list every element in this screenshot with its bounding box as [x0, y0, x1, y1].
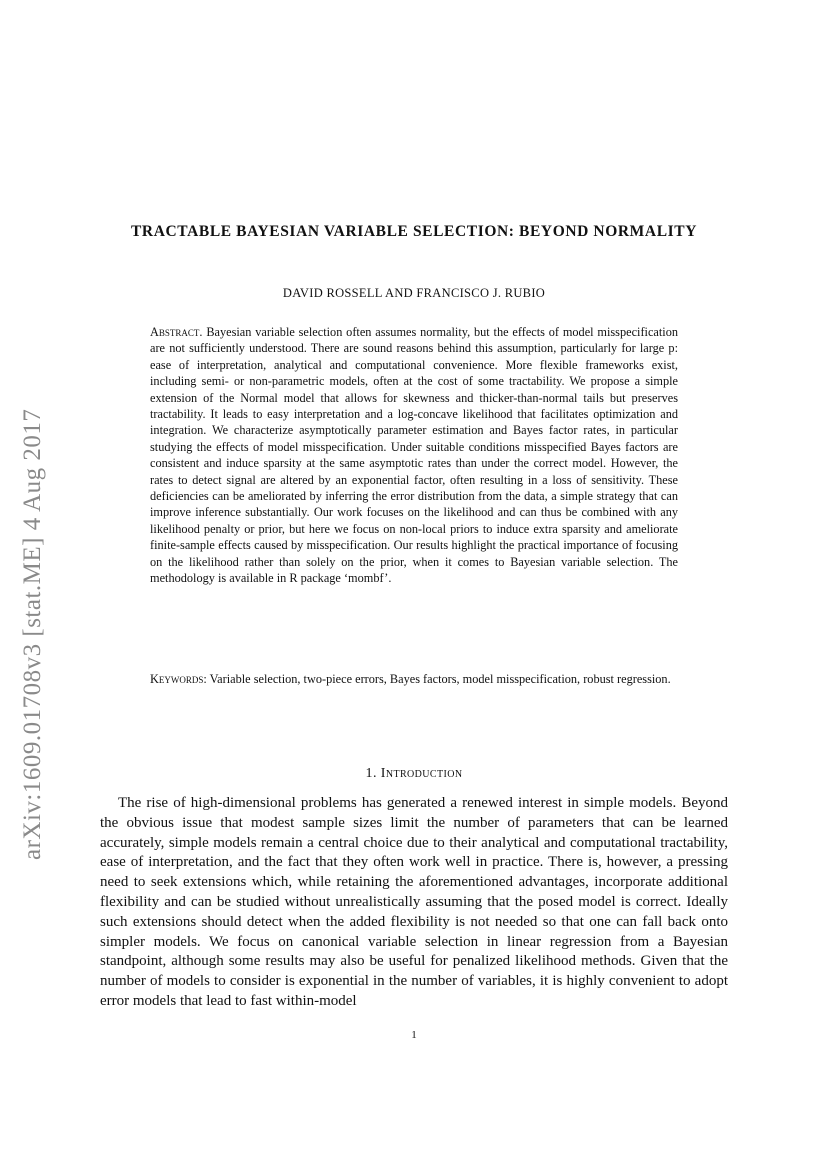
- abstract-label: Abstract.: [150, 325, 203, 339]
- section-heading-introduction: [100, 766, 728, 782]
- arxiv-identifier-text: arXiv:1609.01708v3 [stat.ME] 4 Aug 2017: [19, 408, 46, 860]
- paper-title: TRACTABLE BAYESIAN VARIABLE SELECTION: BEYOND NORMALITY: [130, 223, 697, 240]
- abstract: [150, 324, 678, 587]
- section-number: 1.: [365, 766, 377, 781]
- paper-authors: DAVID ROSSELL AND FRANCISCO J. RUBIO: [282, 286, 546, 300]
- page-number: 1: [411, 1029, 417, 1041]
- introduction-paragraph: The rise of high-dimensional problems has generated a renewed interest in simple models. Beyond the obvious issue that modest sample sizes limit the number of parameters that can be learned accurately, simple models remain a central choice due to their analytical and computational tractability, ease of interpretation, and the fact that they often work well in practice. There is, however, a pressing need to seek extensions which, while retaining the aforementioned advantages, incorporate additional flexibility and can be studied without unrealistically assuming that the posed model is correct. Ideally such extensions should detect when the added flexibility is not needed so that one can fall back onto simpler models. We focus on canonical variable selection in linear regression from a Bayesian standpoint, although some results may also be useful for penalized likelihood methods. Given that the number of models to consider is exponential in the number of variables, it is highly convenient to adopt error models that lead to fast within-model: [100, 795, 728, 1009]
- section-title: Introduction: [380, 766, 463, 781]
- keywords-label: Keywords:: [150, 672, 207, 686]
- keywords: [150, 671, 678, 687]
- abstract-text: Bayesian variable selection often assumes normality, but the effects of model misspecification are not sufficiently understood. There are sound reasons behind this assumption, particularly for large p: ease of interpretation, analytical and computational convenience. More flexible frameworks exist, including semi- or non-parametric models, often at the cost of some tractability. We propose a simple extension of the Normal model that allows for skewness and thicker-than-normal tails but preserves tractability. It leads to easy interpretation and a log-concave likelihood that facilitates optimization and integration. We characterize asymptotically parameter estimation and Bayes factor rates, in particular studying the effects of model misspecification. Under suitable conditions misspecified Bayes factors are consistent and induce sparsity at the same asymptotic rates than under the correct model. However, the rates to detect signal are altered by an exponential factor, often resulting in a loss of sensitivity. These deficiencies can be ameliorated by inferring the error distribution from the data, a simple strategy that can improve inference substantially. Our work focuses on the likelihood and can thus be combined with any likelihood penalty or prior, but here we focus on non-local priors to induce extra sparsity and ameliorate finite-sample effects caused by misspecification. Our results highlight the practical importance of focusing on the likelihood rather than solely on the prior, when it comes to Bayesian variable selection. The methodology is available in R package ‘mombf’.: [150, 325, 679, 586]
- keywords-text: Variable selection, two-piece errors, Bayes factors, model misspecification, robust regression.: [209, 672, 671, 686]
